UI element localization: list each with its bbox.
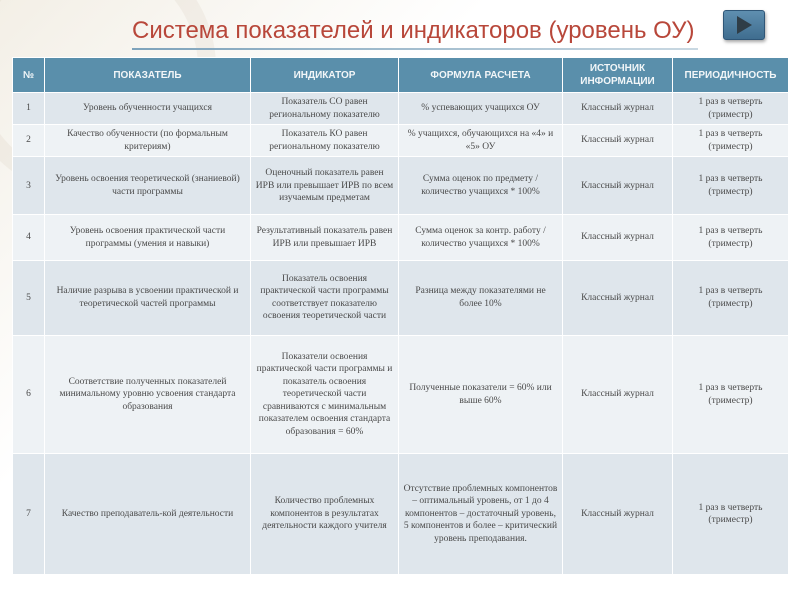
cell-source: Классный журнал bbox=[563, 93, 673, 125]
cell-formula: Сумма оценок по предмету / количество учащихся * 100% bbox=[399, 157, 563, 215]
cell-number: 5 bbox=[13, 260, 45, 335]
header-number: № bbox=[13, 58, 45, 93]
table-row bbox=[13, 260, 789, 335]
cell-measure: Результативный показатель равен ИРВ или превышает ИРВ bbox=[251, 215, 399, 260]
cell-formula: Отсутствие проблемных компонентов – оптимальный уровень, от 1 до 4 компонентов – достаточный уровень, 5 компонентов и более – критический уровень преподавания. bbox=[399, 454, 563, 575]
cell-indicator: Уровень освоения теоретической (знаниевой) части программы bbox=[45, 157, 251, 215]
cell-indicator: Качество обученности (по формальным критериям) bbox=[45, 125, 251, 157]
cell-indicator: Соответствие полученных показателей минимальному уровню усвоения стандарта образования bbox=[45, 335, 251, 453]
cell-period: 1 раз в четверть (триместр) bbox=[673, 93, 789, 125]
cell-indicator: Качество преподаватель-кой деятельности bbox=[45, 454, 251, 575]
cell-source: Классный журнал bbox=[563, 215, 673, 260]
cell-formula: Полученные показатели = 60% или выше 60% bbox=[399, 335, 563, 453]
indicators-table bbox=[12, 57, 789, 575]
table-row bbox=[13, 454, 789, 575]
cell-measure: Оценочный показатель равен ИРВ или превышает ИРВ по всем изучаемым предметам bbox=[251, 157, 399, 215]
table-row bbox=[13, 157, 789, 215]
table-row bbox=[13, 125, 789, 157]
table-row bbox=[13, 215, 789, 260]
cell-formula: Сумма оценок за контр. работу / количество учащихся * 100% bbox=[399, 215, 563, 260]
cell-source: Классный журнал bbox=[563, 157, 673, 215]
header-indicator: ПОКАЗАТЕЛЬ bbox=[45, 58, 251, 93]
table-row bbox=[13, 93, 789, 125]
table-row bbox=[13, 335, 789, 453]
cell-formula: Разница между показателями не более 10% bbox=[399, 260, 563, 335]
cell-measure: Показатель освоения практической части программы соответствует показателю освоения теоретической части bbox=[251, 260, 399, 335]
cell-period: 1 раз в четверть (триместр) bbox=[673, 125, 789, 157]
cell-formula: % учащихся, обучающихся на «4» и «5» ОУ bbox=[399, 125, 563, 157]
cell-number: 6 bbox=[13, 335, 45, 453]
cell-period: 1 раз в четверть (триместр) bbox=[673, 335, 789, 453]
slide-title: Система показателей и индикаторов (уровень ОУ) bbox=[132, 17, 695, 44]
title-underline bbox=[132, 48, 698, 50]
cell-number: 3 bbox=[13, 157, 45, 215]
cell-indicator: Уровень освоения практической части программы (умения и навыки) bbox=[45, 215, 251, 260]
cell-source: Классный журнал bbox=[563, 260, 673, 335]
cell-formula: % успевающих учащихся ОУ bbox=[399, 93, 563, 125]
cell-period: 1 раз в четверть (триместр) bbox=[673, 157, 789, 215]
cell-indicator: Наличие разрыва в усвоении практической и теоретической частей программы bbox=[45, 260, 251, 335]
cell-number: 4 bbox=[13, 215, 45, 260]
cell-measure: Показатель СО равен региональному показателю bbox=[251, 93, 399, 125]
play-triangle-icon bbox=[737, 16, 752, 34]
cell-source: Классный журнал bbox=[563, 335, 673, 453]
header-source: ИСТОЧНИК ИНФОРМАЦИИ bbox=[563, 58, 673, 93]
cell-source: Классный журнал bbox=[563, 454, 673, 575]
cell-measure: Показатели освоения практической части программы и показатель освоения теоретической части сравниваются с минимальным показателем освоения стандарта образования = 60% bbox=[251, 335, 399, 453]
cell-period: 1 раз в четверть (триместр) bbox=[673, 260, 789, 335]
cell-source: Классный журнал bbox=[563, 125, 673, 157]
cell-indicator: Уровень обученности учащихся bbox=[45, 93, 251, 125]
table-header-row bbox=[13, 58, 789, 93]
cell-measure: Показатель КО равен региональному показателю bbox=[251, 125, 399, 157]
header-period: ПЕРИОДИЧНОСТЬ bbox=[673, 58, 789, 93]
cell-number: 1 bbox=[13, 93, 45, 125]
cell-period: 1 раз в четверть (триместр) bbox=[673, 215, 789, 260]
cell-number: 7 bbox=[13, 454, 45, 575]
header-formula: ФОРМУЛА РАСЧЕТА bbox=[399, 58, 563, 93]
header-measure: ИНДИКАТОР bbox=[251, 58, 399, 93]
cell-period: 1 раз в четверть (триместр) bbox=[673, 454, 789, 575]
cell-measure: Количество проблемных компонентов в результатах деятельности каждого учителя bbox=[251, 454, 399, 575]
cell-number: 2 bbox=[13, 125, 45, 157]
next-slide-button[interactable] bbox=[723, 10, 765, 40]
